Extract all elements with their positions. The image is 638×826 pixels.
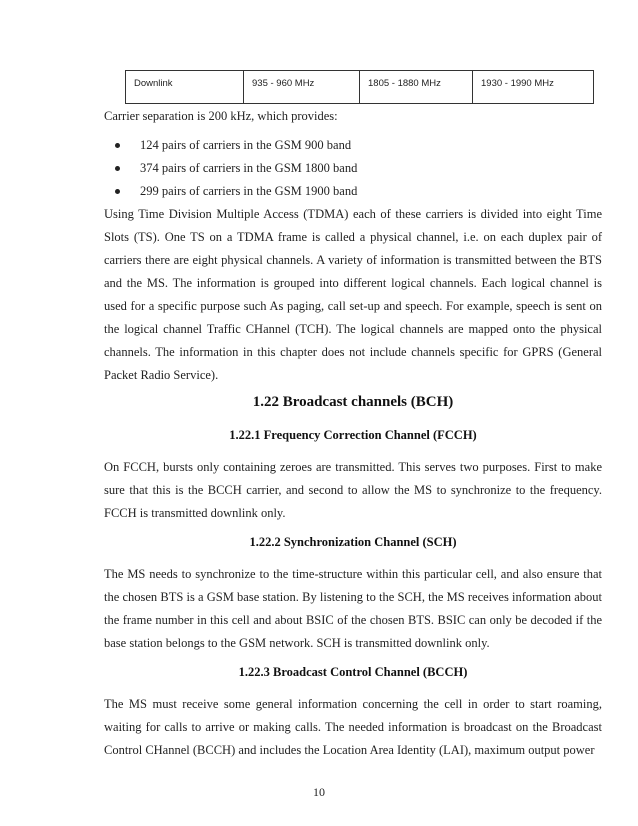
section-heading: 1.22 Broadcast channels (BCH) (252, 394, 454, 410)
table-cell-gsm1800: 1805 - 1880 MHz (360, 71, 473, 104)
bcch-heading: 1.22.3 Broadcast Control Channel (BCCH) (238, 665, 468, 679)
bullet-icon (115, 143, 120, 148)
list-item: 299 pairs of carriers in the GSM 1900 band (104, 180, 357, 203)
bullet-icon (115, 166, 120, 171)
list-item: 124 pairs of carriers in the GSM 900 band (104, 134, 357, 157)
bullet-icon (115, 189, 120, 194)
table-cell-direction: Downlink (126, 71, 244, 104)
fcch-paragraph: On FCCH, bursts only containing zeroes are transmitted. This serves two purposes. First to make sure that this is the BCCH carrier, and second to allow the MS to synchronize to the frequency. FCCH is transmitted downlink only. (104, 460, 602, 520)
intro-text: Carrier separation is 200 kHz, which provides: (104, 109, 338, 123)
sch-paragraph: The MS needs to synchronize to the time-structure within this particular cell, and also ensure that the chosen BTS is a GSM base station. By listening to the SCH, the MS receives information about the frame number in this cell and about BSIC of the chosen BTS. BSIC can only be decoded if the base station belongs to the GSM network. SCH is transmitted downlink only. (104, 567, 602, 650)
table-row (126, 71, 594, 104)
fcch-heading: 1.22.1 Frequency Correction Channel (FCCH) (229, 428, 477, 442)
table-cell-gsm900: 935 - 960 MHz (244, 71, 360, 104)
list-item: 374 pairs of carriers in the GSM 1800 band (104, 157, 357, 180)
page-number: 10 (313, 785, 325, 799)
frequency-band-table (125, 70, 594, 104)
table-cell-gsm1900: 1930 - 1990 MHz (473, 71, 594, 104)
tdma-paragraph: Using Time Division Multiple Access (TDMA) each of these carriers is divided into eight Time Slots (TS). One TS on a TDMA frame is called a physical channel, i.e. on each duplex pair of carriers there are eight physical channels. A variety of information is transmitted between the BTS and the MS. The information is grouped into different logical channels. Each logical channel is used for a specific purpose such As paging, call set-up and speech. For example, speech is sent on the logical channel Traffic CHannel (TCH). The logical channels are mapped onto the physical channels. The information in this chapter does not include channels specific for GPRS (General Packet Radio Service). (104, 207, 602, 382)
carrier-list (104, 134, 357, 203)
sch-heading: 1.22.2 Synchronization Channel (SCH) (249, 535, 457, 549)
bcch-paragraph: The MS must receive some general information concerning the cell in order to start roaming, waiting for calls to arrive or making calls. The needed information is broadcast on the Broadcast Control CHannel (BCCH) and includes the Location Area Identity (LAI), maximum output power (104, 697, 602, 757)
